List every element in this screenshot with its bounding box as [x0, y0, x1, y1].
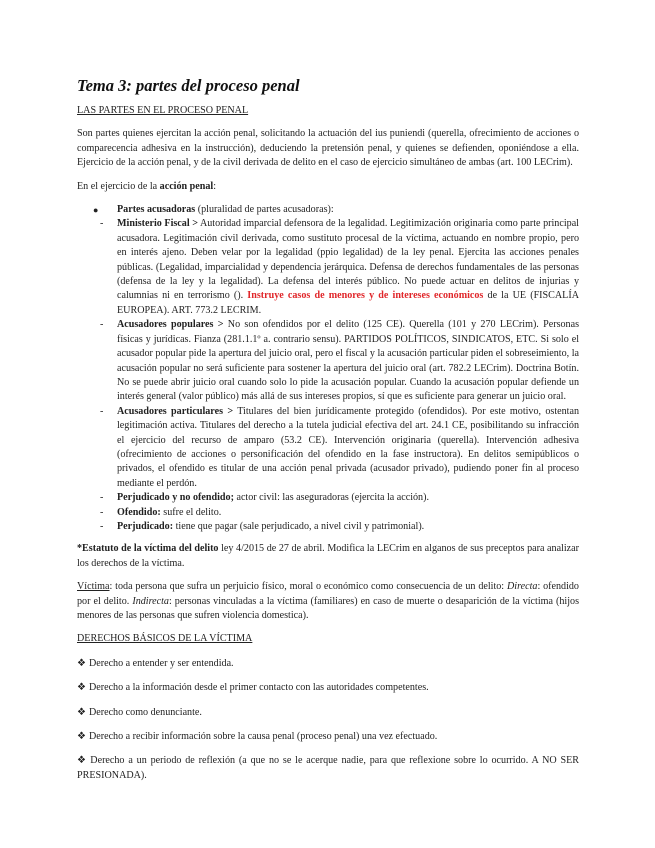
diamond-bullet-icon: ❖: [77, 706, 86, 718]
derecho-text: Derecho como denunciante.: [88, 706, 202, 718]
mf-bold: Ministerio Fiscal >: [117, 218, 198, 230]
intro-paragraph: Son partes quienes ejercitan la acción penal, solicitando la actuación del ius puniendi (querella, ofrecimiento de acciones o comparecencia adhesiva en la instrucción), deduciendo la pretensión penal, y quienes se defienden, oponiéndose a ella. Ejercicio de la acción penal, y de la civil derivada de delito en el caso de ejercicio simultáneo de ambas (art. 100 LECrim).: [77, 128, 579, 169]
dash-icon: -: [100, 492, 104, 504]
list-item-acusadores-populares: [100, 318, 579, 404]
pnof-bold: Perjudicado y no ofendido;: [117, 492, 234, 504]
derechos-list: [77, 657, 579, 783]
bullet-icon: ●: [93, 205, 99, 216]
apart-bold: Acusadores particulares >: [117, 405, 234, 417]
pnof-text: actor civil: las aseguradoras (ejercita la acción).: [233, 492, 429, 504]
acusadoras-rest: (pluralidad de partes acusadoras):: [195, 204, 334, 216]
diamond-bullet-icon: ❖: [77, 755, 88, 767]
victima-text-b: : ofendido por el delito.: [77, 581, 579, 607]
accion-colon: :: [213, 180, 217, 192]
section-heading-partes: LAS PARTES EN EL PROCESO PENAL: [77, 105, 249, 116]
of-bold: Ofendido:: [117, 506, 161, 518]
acusadoras-list: [77, 203, 579, 534]
victima-term: Víctima: [77, 581, 110, 593]
victima-text-a: : toda persona que sufra un perjuicio físico, moral o económico como consecuencia de un delito:: [109, 581, 507, 593]
mf-tail: de la UE (FISCALÍA EUROPEA). ART. 773.2 LECRIM.: [117, 290, 579, 316]
dash-icon: -: [100, 319, 104, 331]
diamond-bullet-icon: ❖: [77, 682, 86, 694]
directa-term: Directa: [506, 581, 538, 593]
indirecta-term: Indirecta: [132, 595, 169, 607]
accion-penal-bold: acción penal: [159, 180, 214, 192]
derecho-text: Derecho a un periodo de reflexión (a que no se le acerque nadie, para que reflexione sobre lo ocurrido. A NO SER PRESIONADA).: [77, 755, 580, 781]
dash-icon: -: [100, 506, 104, 518]
diamond-bullet-icon: ❖: [77, 731, 86, 743]
dash-icon: -: [100, 405, 104, 417]
list-item-acusadores-particulares: [100, 405, 579, 491]
list-item-derecho: [77, 657, 579, 671]
estatuto-bold: *Estatuto de la víctima del delito: [77, 543, 219, 555]
victima-paragraph: [77, 580, 579, 623]
list-item-partes-acusadoras: [77, 203, 579, 534]
perj-bold: Perjudicado:: [117, 520, 174, 532]
list-item-ofendido: [100, 506, 579, 520]
accion-penal-lead: [77, 180, 579, 194]
victima-text-c: : personas vinculadas a la víctima (familiares) en caso de muerte o desaparición de la víctima (hijos menores de las personas que sufren violencia domestica).: [77, 595, 579, 621]
mf-red-highlight: Instruye casos de menores y de intereses económicos: [247, 290, 484, 302]
list-item-perjudicado-no-ofendido: [100, 491, 579, 505]
list-item-derecho: [77, 681, 579, 695]
derecho-text: Derecho a recibir información sobre la causa penal (proceso penal) una vez efectuado.: [88, 731, 438, 743]
ap-text: No son ofendidos por el delito (125 CE). Querella (101 y 270 LECrim). Personas físicas y jurídicas. Fianza (281.1.1º a. contrario sensu). PARTIDOS POLÍTICOS, SINDICATOS, ETC. Si solo el acusador popular pide la apertura del juicio oral, pero el fiscal y la acusación particular piden el sobreseimiento, la acusación popular no será suficiente para sostener la apertura del juicio oral (art. 782.2 LECrim). Doctrina Botín. No se puede abrir juicio oral cuando solo lo pide la acusación popular. Cuando la acusación popular defiende un interés general (valor público) más allá de sus intereses propios, sí que es suficiente para generar un juicio oral.: [117, 319, 579, 403]
list-item-derecho: [77, 754, 579, 783]
list-item-perjudicado: [100, 520, 579, 534]
perj-text: tiene que pagar (sale perjudicado, a nivel civil y patrimonial).: [173, 520, 425, 532]
ap-bold: Acusadores populares >: [117, 319, 224, 331]
page-title: Tema 3: partes del proceso penal: [77, 76, 300, 95]
of-text: sufre el delito.: [160, 506, 222, 518]
acusadoras-sublist: [100, 217, 579, 534]
list-item-derecho: [77, 730, 579, 744]
list-item-ministerio-fiscal: [100, 217, 579, 318]
derecho-text: Derecho a la información desde el primer contacto con las autoridades competentes.: [88, 682, 429, 694]
dash-icon: -: [100, 520, 104, 532]
mf-text: Autoridad imparcial defensora de la legalidad. Legitimización originaria como parte principal acusadora. Legitimación civil derivada, como sustituto procesal de la víctima, actuando en nombre propio, pero en interés ajeno. Deben velar por la legalidad (ppio legalidad) de la ley penal. Ejercita las acciones penales públicas. (Legalidad, imparcialidad y dependencia jerárquica. Defensa de derechos fundamentales de las personas (defensa de la ley y la legalidad). La defensa del interés público. No puede actuar en delitos de injurias y calumnias ni en terrorismo ().: [117, 218, 579, 302]
list-item-derecho: [77, 706, 579, 720]
section-heading-derechos: DERECHOS BÁSICOS DE LA VÍCTIMA: [77, 633, 253, 645]
estatuto-paragraph: [77, 542, 579, 571]
acusadoras-bold: Partes acusadoras: [117, 204, 196, 216]
dash-icon: -: [100, 218, 104, 230]
estatuto-text: ley 4/2015 de 27 de abril. Modifica la LECrim en alganos de sus preceptos para analizar los derechos de la víctima.: [77, 543, 579, 569]
apart-text: Titulares del bien jurídicamente protegido (ofendidos). Por este motivo, ostentan legitimación activa. Titulares del derecho a la tutela judicial efectiva del art. 24.1 CE, posibilitando su infracción el ejercicio del recurso de amparo (53.2 CE). Intervención originaria (querella). Intervención adhesiva (ofrecimiento de acciones o personificación del ofendido en la fase instructora). En delitos semipúblicos o privados, el ofendido es titular de una acción penal privada (acusador privado), pudiendo poner fin al proceso mediante el perdón.: [117, 405, 579, 489]
diamond-bullet-icon: ❖: [77, 657, 86, 669]
accion-lead-text: En el ejercicio de la: [77, 180, 160, 192]
derecho-text: Derecho a entender y ser entendida.: [88, 657, 234, 669]
